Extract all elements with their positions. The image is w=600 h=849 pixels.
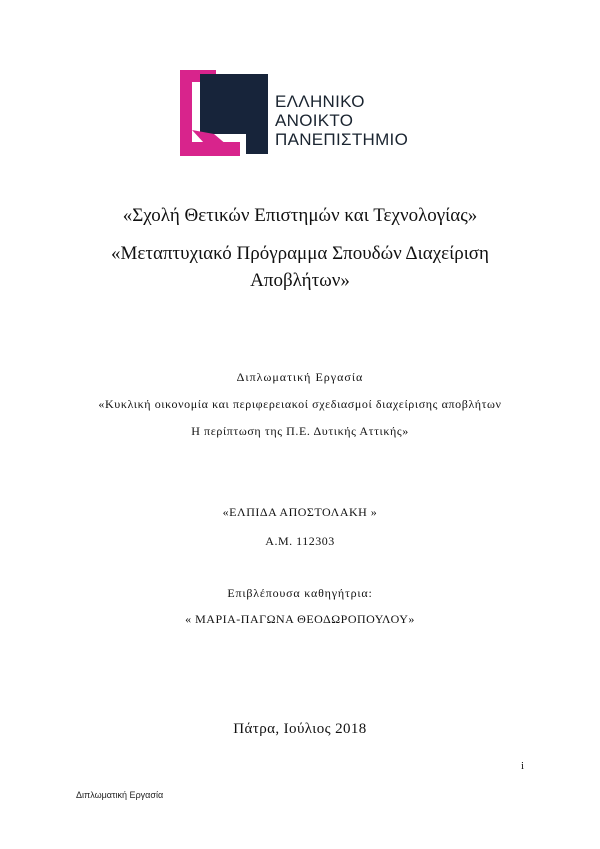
thesis-label: Διπλωματική Εργασία [236,370,364,384]
program-title-line-1: «Μεταπτυχιακό Πρόγραμμα Σπουδών Διαχείριση [110,243,489,264]
thesis-title-line-1: «Κυκλική οικονομία και περιφερειακοί σχεδιασμοί διαχείρισης αποβλήτων [98,397,502,411]
thesis-title-line-2: Η περίπτωση της Π.Ε. Δυτικής Αττικής» [191,424,409,438]
logo-line-3: ΠΑΝΕΠΙΣΤΗΜΙΟ [275,130,409,149]
logo-line-2: ΑΝΟΙΚΤΟ [275,111,354,130]
author-name: «ΕΛΠΙΔΑ ΑΠΟΣΤΟΛΑΚΗ » [222,505,378,519]
university-logo [180,70,420,156]
page-number: i [521,760,525,772]
logo-wordmark [275,92,408,149]
place-date: Πάτρα, Ιούλιος 2018 [233,721,367,737]
logo-line-1: ΕΛΛΗΝΙΚΟ [275,92,365,111]
program-title-line-2: Αποβλήτων» [250,270,350,291]
university-logo-mark-icon [180,70,270,156]
supervisor-name: « ΜΑΡΙΑ-ΠΑΓΩΝΑ ΘΕΟΔΩΡΟΠΟΥΛΟΥ» [185,612,415,626]
student-id: Α.Μ. 112303 [265,534,335,548]
supervisor-label: Επιβλέπουσα καθηγήτρια: [227,586,373,600]
page-footer: Διπλωματική Εργασία [76,790,164,800]
school-name: «Σχολή Θετικών Επιστημών και Τεχνολογίας» [122,205,478,226]
